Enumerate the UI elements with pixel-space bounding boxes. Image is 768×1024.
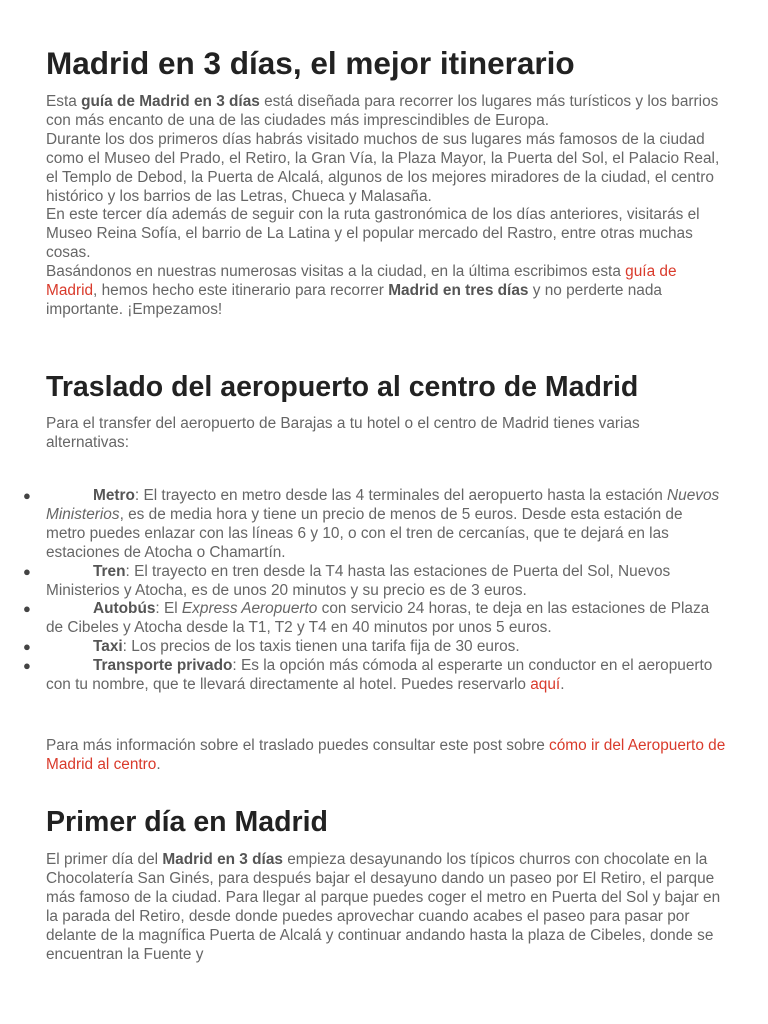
intro-paragraph-3: En este tercer día además de seguir con la ruta gastronómica de los días anteriores, visitarás el Museo Reina Sofía, el barrio de La Latina y el popular mercado del Rastro, entre otras muchas cosas. bbox=[46, 206, 700, 262]
airport-post-link[interactable]: cómo ir del Aeropuerto de Madrid al centro bbox=[46, 737, 726, 773]
intro-bold-guide: guía de Madrid en 3 días bbox=[81, 93, 260, 110]
intro-bold-three-days: Madrid en tres días bbox=[388, 282, 529, 300]
transfer-more-info: Para más información sobre el traslado puedes consultar este post sobre cómo ir del Aeropuerto de Madrid al centro. bbox=[46, 737, 726, 773]
transfer-options-list bbox=[23, 487, 726, 695]
bullet-icon: ● bbox=[23, 488, 31, 503]
bullet-icon: ● bbox=[23, 658, 31, 674]
list-item-taxi: ● Taxi: Los precios de los taxis tienen una tarifa fija de 30 euros. bbox=[23, 638, 520, 656]
bullet-icon: ● bbox=[23, 601, 31, 617]
bullet-icon: ● bbox=[23, 563, 31, 579]
list-item-autobus: ● Autobús: El Express Aeropuerto con servicio 24 horas, te deja en las estaciones de Plaza de Cibeles y Atocha desde la T1, T2 y T4 en 40 minutos por unos 5 euros. bbox=[23, 600, 710, 637]
reserve-link[interactable]: aquí bbox=[530, 676, 561, 694]
bullet-icon: ● bbox=[23, 639, 31, 655]
section-heading-transfer: Traslado del aeropuerto al centro de Madrid bbox=[46, 371, 639, 403]
intro-paragraph-1: Esta guía de Madrid en 3 días está diseñada para recorrer los lugares más turísticos y los barrios con más encanto de una de las ciudades más imprescindibles de Europa. bbox=[46, 93, 719, 129]
section-heading-day-one: Primer día en Madrid bbox=[46, 806, 328, 838]
list-item-metro: ● Metro: El trayecto en metro desde las 4 terminales del aeropuerto hasta la estación Nuevos Ministerios, es de media hora y tiene un precio de menos de 5 euros. Desde esta estación de metro puedes enlazar con las líneas 6 y 10, o con el tren de cercanías, que te dejará en las estaciones de Atocha o Chamartín. bbox=[23, 487, 720, 561]
day-one-bold: Madrid en 3 días bbox=[162, 851, 283, 868]
intro-paragraph-4: Basándonos en nuestras numerosas visitas a la ciudad, en la última escribimos esta guía de Madrid, hemos hecho este itinerario para recorrer Madrid en tres días y no perderte nada importante. ¡Empezamos! bbox=[46, 263, 677, 318]
intro-text bbox=[46, 93, 726, 320]
intro-paragraph-2: Durante los dos primeros días habrás visitado muchos de sus lugares más famosos de la ciudad como el Museo del Prado, el Retiro, la Gran Vía, la Plaza Mayor, la Puerta del Sol, el Palacio Real, el Templo de Debod, la Puerta de Alcalá, algunos de los mejores miradores de la ciudad, el centro histórico y los barrios de las Letras, Chueca y Malasaña. bbox=[46, 130, 720, 205]
page-title: Madrid en 3 días, el mejor itinerario bbox=[46, 45, 575, 81]
guide-link[interactable]: guía de Madrid bbox=[46, 263, 677, 300]
list-item-tren: ● Tren: El trayecto en tren desde la T4 hasta las estaciones de Puerta del Sol, Nuevos Ministerios y Atocha, es de unos 20 minutos y su precio es de 3 euros. bbox=[23, 562, 671, 599]
list-item-transporte-privado: ● Transporte privado: Es la opción más cómoda al esperarte un conductor en el aeropuerto con tu nombre, que te llevará directamente al hotel. Puedes reservarlo aquí. bbox=[23, 657, 713, 694]
transfer-intro: Para el transfer del aeropuerto de Barajas a tu hotel o el centro de Madrid tienes varias alternativas: bbox=[46, 415, 640, 451]
day-one-text: El primer día del Madrid en 3 días empieza desayunando los típicos churros con chocolate en la Chocolatería San Ginés, para después bajar el desayuno dando un paseo por El Retiro, el parque más famoso de la ciudad. Para llegar al parque puedes coger el metro en Puerta del Sol y bajar en la parada del Retiro, desde donde puedes aprovechar cuando acabes el paseo para pasar por delante de la magnífica Puerta de Alcalá y continuar andando hasta la plaza de Cibeles, donde se encuentran la Fuente y bbox=[46, 851, 721, 963]
